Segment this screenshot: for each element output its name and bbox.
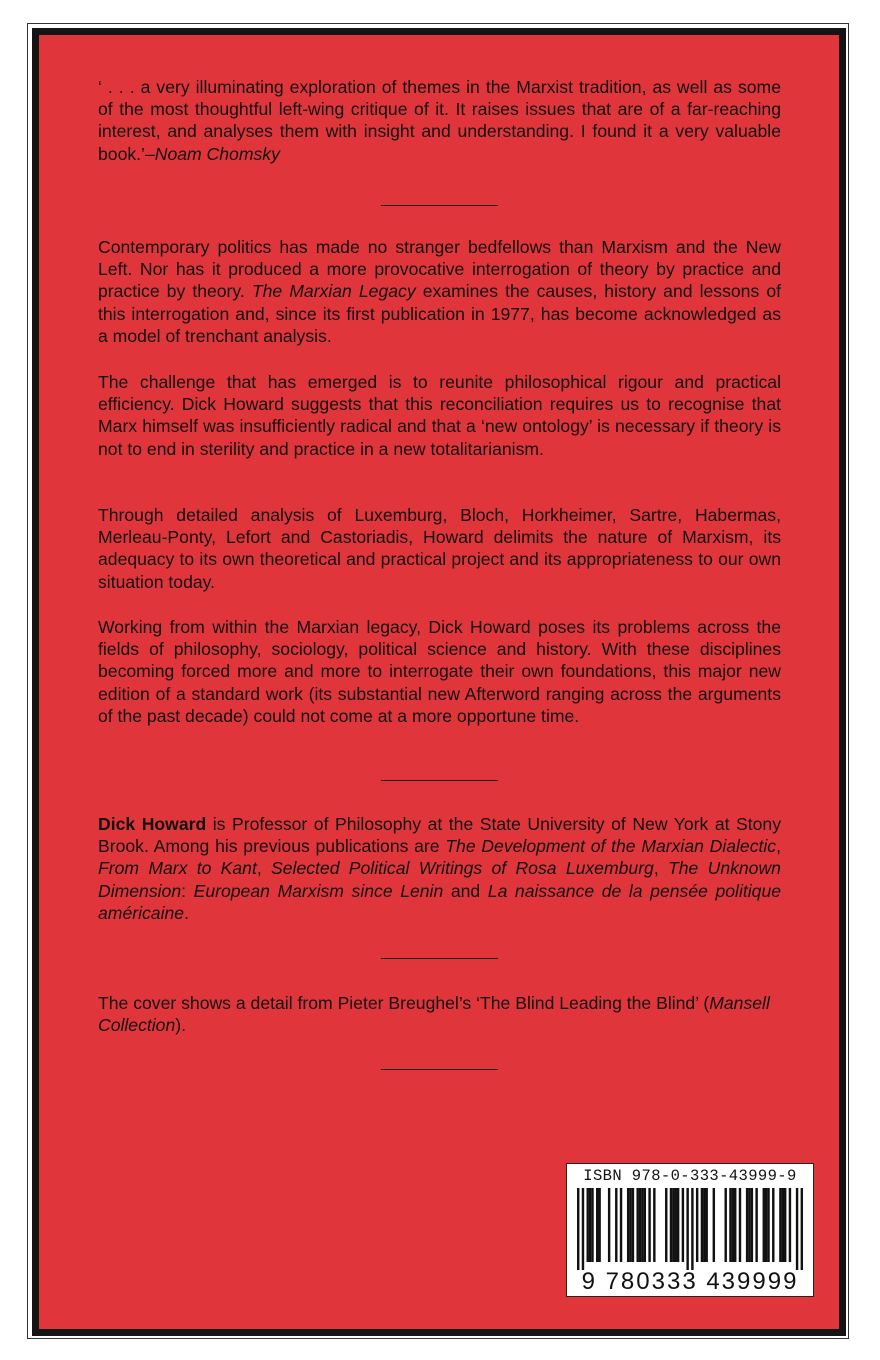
book-title: From Marx to Kant bbox=[98, 858, 257, 879]
barcode-bar bbox=[696, 1188, 698, 1262]
barcode-bar bbox=[682, 1188, 684, 1262]
barcode-bar bbox=[713, 1188, 715, 1262]
barcode-bar bbox=[724, 1188, 726, 1262]
bio-text: and bbox=[443, 880, 488, 901]
quote-text: ‘ . . . a very illuminating exploration of themes in the Marxist tradition, as well as some of the most thoughtful left-wing critique of it. It raises issues that are of a far-reaching interest, and analyses them with insight and understanding. I found it a very valuable book.’– bbox=[98, 77, 781, 164]
bio-text: : bbox=[181, 880, 194, 901]
barcode-bar bbox=[596, 1188, 598, 1262]
barcode-bar bbox=[772, 1188, 774, 1262]
barcode-bar bbox=[701, 1188, 703, 1262]
collection-name: Mansell Collection bbox=[98, 993, 770, 1036]
book-title: The Unknown Dimension bbox=[98, 858, 781, 901]
barcode-bar bbox=[598, 1188, 600, 1262]
barcode-bar bbox=[779, 1188, 781, 1262]
chomsky-quote bbox=[98, 76, 781, 165]
barcode-bar bbox=[591, 1188, 593, 1262]
divider-rule bbox=[381, 780, 498, 781]
credit-text: ). bbox=[175, 1015, 187, 1036]
barcode-bar bbox=[648, 1188, 650, 1262]
barcode-bar bbox=[739, 1188, 741, 1262]
quote-author: Noam Chomsky bbox=[154, 143, 280, 164]
barcode-bar bbox=[763, 1188, 765, 1262]
barcode-bar bbox=[801, 1188, 803, 1270]
bio-text: is Professor of Philosophy at the State University of New York at Stony Brook. Among his previous publications are bbox=[98, 814, 782, 857]
author-bio bbox=[98, 813, 781, 924]
barcode-bar bbox=[639, 1188, 641, 1262]
bio-text: , bbox=[776, 836, 781, 857]
barcode-bars bbox=[577, 1188, 803, 1270]
divider-rule bbox=[381, 958, 498, 959]
barcode-bar bbox=[653, 1188, 655, 1262]
barcode-bar bbox=[789, 1188, 791, 1262]
barcode-bar bbox=[765, 1188, 767, 1262]
barcode-bar bbox=[784, 1188, 786, 1262]
barcode-bar bbox=[705, 1188, 707, 1262]
barcode-bar bbox=[620, 1188, 622, 1262]
barcode-bar bbox=[691, 1188, 693, 1270]
barcode-bar bbox=[729, 1188, 731, 1262]
barcode-bar bbox=[782, 1188, 784, 1262]
bio-text: , bbox=[653, 858, 669, 879]
barcode-bar bbox=[627, 1188, 629, 1262]
barcode-bar bbox=[748, 1188, 750, 1262]
barcode-bar bbox=[665, 1188, 667, 1262]
isbn-barcode bbox=[566, 1163, 814, 1297]
barcode-bar bbox=[732, 1188, 734, 1262]
barcode-bar bbox=[670, 1188, 672, 1262]
book-title: The Development of the Marxian Dialectic bbox=[445, 836, 777, 857]
barcode-bar bbox=[577, 1188, 579, 1270]
barcode-bar bbox=[677, 1188, 679, 1262]
barcode-bar bbox=[582, 1188, 584, 1270]
barcode-digits: 9 780333 439999 bbox=[581, 1268, 799, 1295]
barcode-bar bbox=[686, 1188, 688, 1270]
barcode-bar bbox=[675, 1188, 677, 1262]
barcode-bar bbox=[629, 1188, 631, 1262]
description-paragraph-3: Through detailed analysis of Luxemburg, Bloch, Horkheimer, Sartre, Habermas, Merleau-Ponty, Lefort and Castoriadis, Howard delimits the nature of Marxism, its adequacy to its own theoretical and practical project and its appropriateness to our own situation today. bbox=[98, 505, 781, 592]
book-title: La naissance de la pensée politique américaine bbox=[98, 880, 782, 923]
description-paragraph-4: Working from within the Marxian legacy, Dick Howard poses its problems across the fields of philosophy, sociology, political science and history. With these disciplines becoming forced more and more to interrogate their own foundations, this major new edition of a standard work (its substantial new Afterword ranging across the arguments of the past decade) could not come at a more opportune time. bbox=[98, 617, 781, 726]
divider-rule bbox=[381, 1069, 498, 1070]
barcode-bar bbox=[746, 1188, 748, 1262]
barcode-bar bbox=[587, 1188, 589, 1262]
barcode-bar bbox=[636, 1188, 638, 1262]
isbn-label: ISBN 978-0-333-43999-9 bbox=[583, 1167, 797, 1185]
divider-rule bbox=[381, 205, 498, 206]
barcode-bar bbox=[796, 1188, 798, 1270]
barcode-bar bbox=[672, 1188, 674, 1262]
paragraph-text: Contemporary politics has made no stranger bedfellows than Marxism and the New Left. Nor has it produced a more provocative interrogation of theory by practice and practice by theory. bbox=[98, 237, 781, 302]
barcode-bar bbox=[734, 1188, 736, 1262]
description-paragraph-1 bbox=[98, 236, 781, 347]
credit-text: The cover shows a detail from Pieter Breughel’s ‘The Blind Leading the Blind’ ( bbox=[98, 993, 710, 1013]
barcode-bar bbox=[751, 1188, 753, 1262]
book-title: The Marxian Legacy bbox=[251, 281, 416, 302]
author-name: Dick Howard bbox=[98, 814, 207, 834]
bio-text: , bbox=[256, 858, 272, 879]
barcode-bar bbox=[589, 1188, 591, 1262]
bio-text: . bbox=[184, 902, 189, 923]
barcode-bar bbox=[608, 1188, 610, 1262]
book-title: European Marxism since Lenin bbox=[193, 880, 444, 901]
barcode-bar bbox=[644, 1188, 646, 1262]
description-paragraph-2: The challenge that has emerged is to reunite philosophical rigour and practical efficiency. Dick Howard suggests that this reconciliation requires us to recognise that Marx himself was insufficiently radical and that a ‘new ontology’ is necessary if theory is not to end in sterility and practice in a new totalitarianism. bbox=[98, 372, 781, 459]
barcode-bar bbox=[615, 1188, 617, 1262]
barcode-bar bbox=[703, 1188, 705, 1262]
barcode-bar bbox=[755, 1188, 757, 1262]
barcode-bar bbox=[641, 1188, 643, 1262]
barcode-bar bbox=[767, 1188, 769, 1262]
cover-credit bbox=[98, 992, 781, 1036]
book-title: Selected Political Writings of Rosa Luxemburg bbox=[271, 858, 654, 879]
paragraph-text: examines the causes, history and lessons of this interrogation and, since its first publication in 1977, has become acknowledged as a model of trenchant analysis. bbox=[98, 281, 781, 346]
barcode-bar bbox=[632, 1188, 634, 1262]
